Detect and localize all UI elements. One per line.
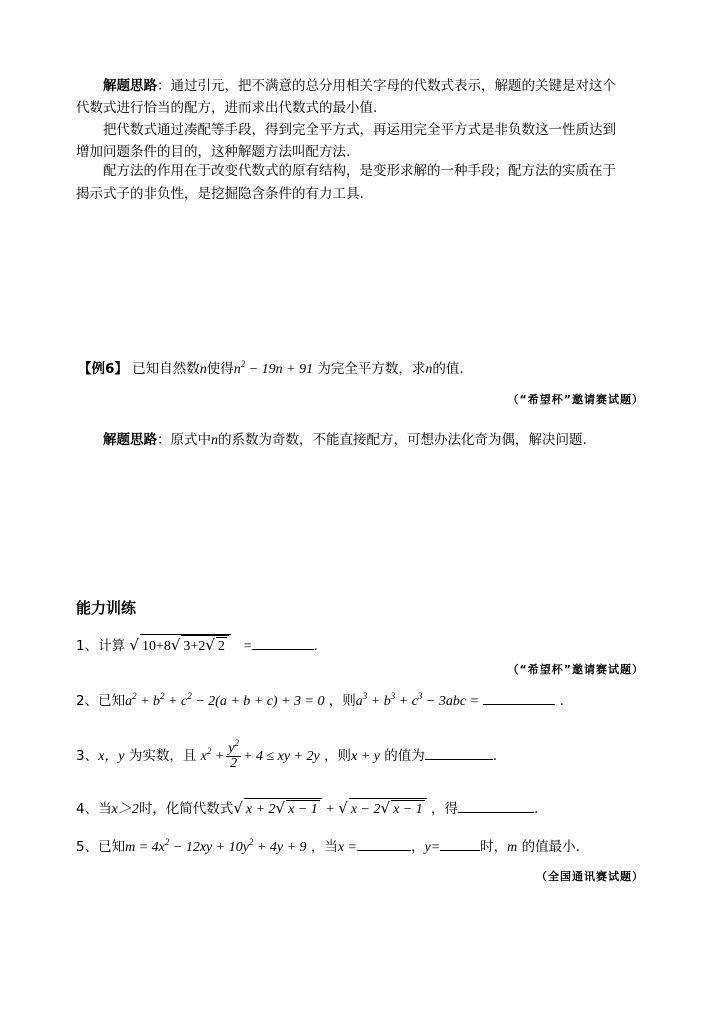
example6-text-d: 的值. — [432, 361, 464, 377]
q4-rad2-inner: x − 1 — [393, 802, 423, 817]
intro-line-4: 增加问题条件的目的，这种解题方法叫配方法. — [76, 144, 351, 160]
q3-frac-den: 2 — [230, 755, 238, 771]
q1-outer: 10+8 — [141, 639, 171, 654]
radical-icon: √ — [170, 636, 181, 654]
hint-text-a: ：原式中 — [157, 432, 211, 448]
radical-icon: √ — [205, 636, 215, 654]
question-2 — [76, 692, 646, 711]
intro-line-1 — [103, 77, 673, 95]
radical-icon: √ — [129, 636, 139, 654]
q3-num: 3、 — [76, 748, 99, 764]
radical-icon: √ — [380, 799, 391, 817]
q4-rad1-inner: x − 1 — [288, 802, 318, 817]
q5-y-blank[interactable] — [440, 838, 480, 851]
radical-icon: √ — [275, 799, 286, 817]
q2-answer-blank[interactable] — [483, 692, 555, 705]
q4-num: 4、当 — [76, 801, 112, 817]
question-1: 1、计算 √ 10+8√ 3+2√ 2 = . — [76, 636, 318, 654]
q3-lhs-a: $x^2$ + — [200, 746, 225, 764]
q5-num: 5、已知 — [76, 839, 126, 855]
q5-comma: ， — [411, 839, 425, 855]
intro-line-3: 把代数式通过凑配等手段，得到完全平方式，再运用完全平方式是非负数这一性质达到 — [103, 122, 616, 138]
q5-source: （全国通讯赛试题） — [536, 870, 644, 883]
q1-equals: = — [243, 639, 252, 654]
q4-plus: + — [326, 802, 334, 817]
intro-line-2: 代数式进行恰当的配方，进而求出代数式的最小值. — [76, 100, 378, 116]
question-3 — [76, 737, 646, 773]
example6-text-c: 为完全平方数，求 — [313, 361, 426, 377]
example6-var-n: n — [199, 362, 207, 377]
q5-text-c: 的值最小. — [521, 839, 580, 855]
q2-ask: $a^3 + b^3 + c^3 - 3abc$ = — [355, 691, 480, 709]
q5-text-b: 时， — [480, 839, 508, 855]
question-4 — [76, 798, 646, 819]
q1-mid: 3+2 — [183, 639, 206, 654]
intro-line-5: 配方法的作用在于改变代数式的原有结构，是变形求解的一种手段；配方法的实质在于 — [103, 163, 616, 179]
radical-icon: √ — [338, 799, 348, 817]
q2-mid: ，则 — [328, 693, 356, 709]
q5-x-blank[interactable] — [357, 838, 411, 851]
intro-line-6: 揭示式子的非负性，是挖掘隐含条件的有力工具. — [76, 186, 364, 202]
q3-end: . — [492, 748, 498, 764]
hint-var-n: n — [211, 433, 218, 448]
q4-radical-2 — [349, 798, 427, 819]
example6-statement — [78, 360, 648, 379]
hint-label: 解题思路 — [103, 432, 157, 448]
example6-var-n-2: n — [425, 362, 433, 377]
example6-text-a: 已知自然数 — [127, 361, 200, 377]
example6-tag: 【例6】 — [78, 361, 128, 377]
example6-hint — [103, 431, 673, 450]
q2-condition: $a^2 + b^2 + c^2 - 2(a + b + c) + 3 = 0$ — [125, 691, 325, 709]
q3-text-b: ，则 — [324, 748, 352, 764]
q4-end: . — [534, 801, 539, 817]
q3-vars: x，y — [98, 749, 125, 764]
example6-source: （“希望杯”邀请赛试题） — [507, 393, 644, 406]
example6-text-b: 使得 — [206, 361, 234, 377]
hint-text-b: 的系数为奇数，不能直接配方，可想办法化奇为偶，解决问题. — [218, 432, 587, 448]
radical-icon: √ — [233, 799, 243, 817]
q4-cond: x＞2 — [111, 802, 139, 817]
q1-outer-radicand — [140, 634, 231, 656]
q5-x-eq: x = — [337, 840, 357, 855]
q1-answer-blank[interactable] — [252, 637, 314, 650]
intro-label: 解题思路 — [103, 78, 157, 94]
q1-num: 1、计算 — [76, 638, 126, 654]
q2-num: 2、已知 — [76, 693, 126, 709]
q3-frac-num: $y^2$ — [228, 737, 240, 756]
question-5 — [76, 838, 646, 857]
q4-text-b: ，得 — [431, 801, 459, 817]
q5-y-eq: y= — [424, 840, 441, 855]
q4-rad1: x + 2 — [245, 802, 276, 817]
q5-expr: $m = 4x^2 - 12xy + 10y^2 + 4y + 9$ — [125, 837, 307, 855]
q3-ask: x + y — [351, 749, 380, 764]
example6-expression: $n^2 - 19n + 91$ — [233, 359, 314, 377]
intro-text: ：通过引元，把不满意的总分用相关字母的代数式表示，解题的关键是对这个 — [157, 78, 616, 94]
q5-text-a: ，当 — [310, 839, 338, 855]
q4-text-a: 时，化简代数式 — [138, 801, 234, 817]
q3-lhs-b: + 4 ≤ xy + 2y — [243, 749, 320, 764]
q1-mid-radicand — [181, 635, 228, 656]
section-title: 能力训练 — [76, 599, 137, 617]
q3-text-a: 为实数，且 — [128, 748, 197, 764]
q3-fraction — [226, 737, 241, 771]
q4-radical-1 — [244, 798, 322, 819]
q3-text-c: 的值为 — [384, 748, 425, 764]
q4-rad2: x − 2 — [350, 802, 381, 817]
q3-answer-blank[interactable] — [425, 747, 493, 760]
q1-source: （“希望杯”邀请赛试题） — [507, 663, 644, 676]
q1-inner: 2 — [217, 639, 225, 654]
q4-answer-blank[interactable] — [458, 800, 534, 813]
q5-m: m — [507, 840, 518, 855]
q2-end: . — [559, 693, 564, 709]
